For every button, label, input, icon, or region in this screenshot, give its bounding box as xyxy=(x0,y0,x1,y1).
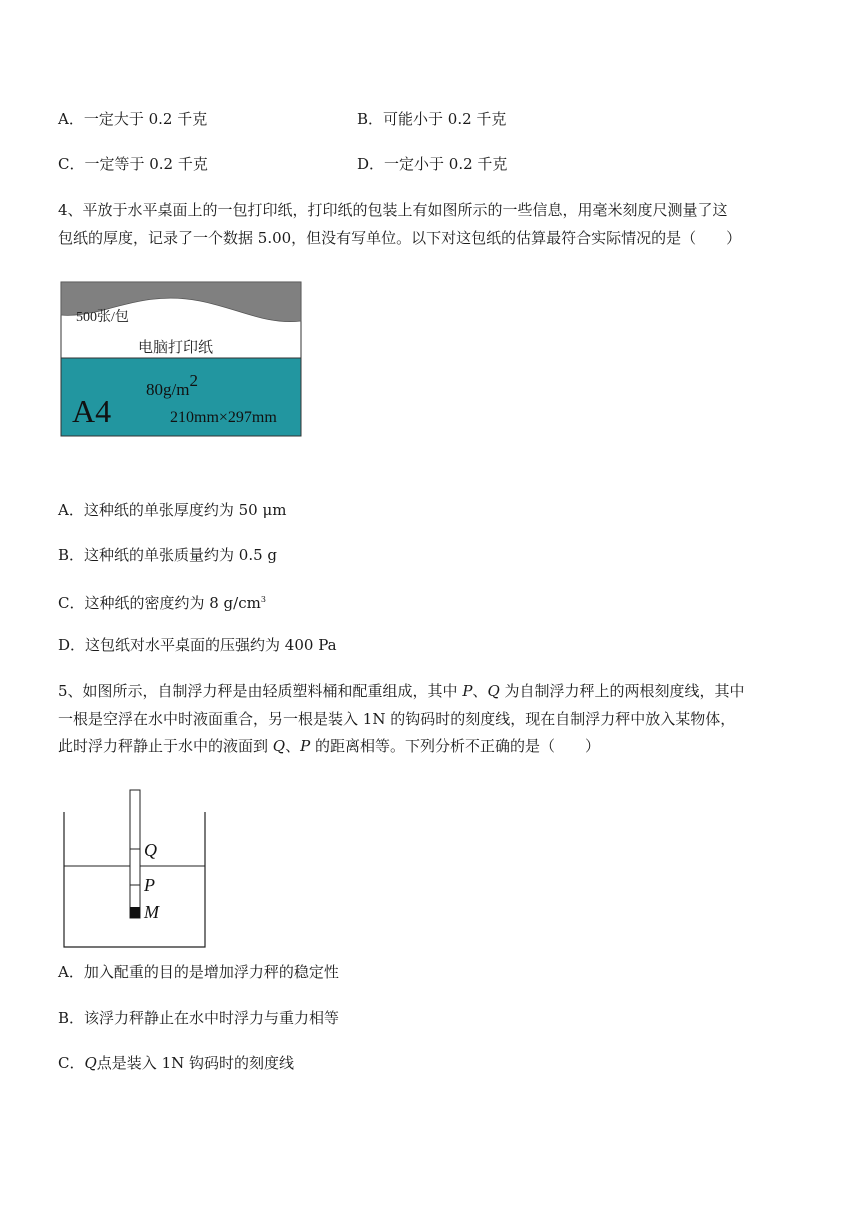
q5-option-c: C．Q点是装入 1N 钩码时的刻度线 xyxy=(58,1054,295,1072)
q4-stem-line1: 4、平放于水平桌面上的一包打印纸，打印纸的包装上有如图所示的一些信息，用毫米刻度尺测量了这 xyxy=(58,201,728,219)
package-name-label: 电脑打印纸 xyxy=(138,340,214,356)
q5-option-a: A．加入配重的目的是增加浮力秤的稳定性 xyxy=(58,963,339,981)
q4-option-b: B．这种纸的单张质量约为 0.5 g xyxy=(58,546,278,564)
scale-tube xyxy=(130,790,140,918)
q4-option-c-exponent: 3 xyxy=(260,595,266,604)
label-m: M xyxy=(144,902,159,922)
q4-option-a: A．这种纸的单张厚度约为 50 μm xyxy=(58,501,287,519)
package-dimensions-label: 210mm×297mm xyxy=(170,409,277,426)
q4-option-c-text: C．这种纸的密度约为 8 g/cm xyxy=(58,594,261,612)
q3-option-b: B．可能小于 0.2 千克 xyxy=(357,110,507,128)
floating-scale-figure xyxy=(62,788,208,950)
q4-stem-line2: 包纸的厚度，记录了一个数据 5.00，但没有写单位。以下对这包纸的估算最符合实际情况的是（ ） xyxy=(58,229,742,247)
label-p: P xyxy=(144,875,155,895)
label-q: Q xyxy=(144,840,157,860)
q5-stem-line2: 一根是空浮在水中时液面重合，另一根是装入 1N 的钩码时的刻度线，现在自制浮力秤中放入某物体， xyxy=(58,710,736,728)
package-weight-label: 80g/m xyxy=(146,380,190,399)
package-weight-exponent: 2 xyxy=(189,371,198,390)
package-size-label: A4 xyxy=(72,393,112,429)
counterweight-m xyxy=(130,907,140,918)
q3-option-c: C．一定等于 0.2 千克 xyxy=(58,155,208,173)
q3-option-a: A．一定大于 0.2 千克 xyxy=(58,110,208,128)
q4-option-d: D．这包纸对水平桌面的压强约为 400 Pa xyxy=(58,636,337,654)
q5-stem-line1: 5、如图所示，自制浮力秤是由轻质塑料桶和配重组成，其中 P、Q 为自制浮力秤上的两根刻度线，其中 xyxy=(58,682,745,700)
package-count-label: 500张/包 xyxy=(76,310,129,325)
q5-option-b: B．该浮力秤静止在水中时浮力与重力相等 xyxy=(58,1009,340,1027)
q5-stem-line3: 此时浮力秤静止于水中的液面到 Q、P 的距离相等。下列分析不正确的是（ ） xyxy=(58,737,600,755)
q3-option-d: D．一定小于 0.2 千克 xyxy=(357,155,508,173)
paper-package-figure xyxy=(60,281,302,437)
q4-option-c xyxy=(58,590,266,613)
